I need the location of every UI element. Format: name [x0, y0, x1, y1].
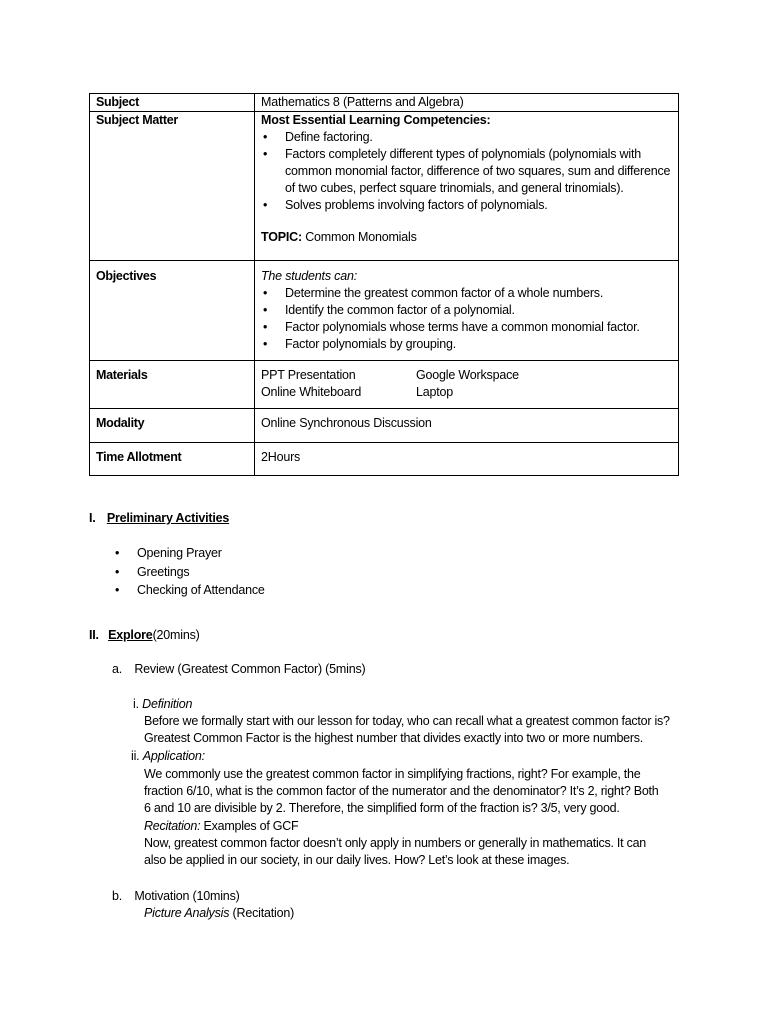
subject-label: Subject	[90, 94, 255, 112]
definition-line-2: Greatest Common Factor is the highest number that divides exactly into two or more numbers.	[144, 731, 644, 746]
item-b-marker: b.	[112, 889, 123, 903]
materials-cell	[255, 361, 679, 409]
table-row-subject-matter	[90, 112, 679, 261]
now-paragraph: Now, greatest common factor doesn’t only apply in numbers or generally in mathematics. It can also be applied in our society, in our daily lives. How? Let’s look at these images.	[144, 836, 647, 868]
section-1-heading	[89, 510, 229, 527]
subject-matter-label: Subject Matter	[90, 112, 255, 261]
item-a-marker: a.	[112, 662, 123, 676]
objectives-cell	[255, 261, 679, 361]
table-row-materials	[90, 361, 679, 409]
topic-line	[261, 229, 672, 246]
topic-label: TOPIC:	[261, 230, 302, 244]
table-row-subject	[90, 94, 679, 112]
modality-label: Modality	[90, 409, 255, 443]
subject-value: Mathematics 8 (Patterns and Algebra)	[255, 94, 679, 112]
modality-value: Online Synchronous Discussion	[255, 409, 679, 443]
list-item: • Greetings	[137, 564, 265, 581]
material-item: Google Workspace	[416, 368, 519, 382]
item-b-text: Motivation (10mins)	[134, 889, 240, 903]
application-paragraph: We commonly use the greatest common factor in simplifying fractions, right? For example, the fraction 6/10, what is the common factor of the numerator and the denominator? It’s 2, right? Both 6 and 10 are divisible by 2. Therefore, the simplified form of the fraction is? 3/5, very good.	[144, 767, 659, 816]
list-item: • Factor polynomials by grouping.	[285, 336, 672, 353]
table-row-time	[90, 443, 679, 476]
section-2-duration: (20mins)	[152, 628, 200, 642]
materials-row-1	[261, 367, 672, 384]
list-item: • Identify the common factor of a polynomial.	[285, 302, 672, 319]
subject-matter-cell	[255, 112, 679, 261]
section-2-heading	[89, 627, 200, 644]
material-item: PPT Presentation	[261, 368, 356, 382]
materials-label: Materials	[90, 361, 255, 409]
list-item: • Factors completely different types of polynomials (polynomials with common monomial factor, difference of two squares, sum and difference of two cubes, perfect square trinomials, and general trinomials).	[285, 146, 672, 197]
objectives-intro: The students can:	[261, 269, 357, 283]
list-item: • Determine the greatest common factor of a whole numbers.	[285, 285, 672, 302]
definition-line-1: Before we formally start with our lesson for today, who can recall what a greatest common factor is?	[144, 714, 670, 728]
list-item: • Checking of Attendance	[137, 582, 265, 599]
table-row-objectives	[90, 261, 679, 361]
item-a-text: Review (Greatest Common Factor) (5mins)	[134, 662, 366, 676]
section-1-title: Preliminary Activities	[106, 511, 230, 525]
section-2-numeral: II.	[89, 628, 99, 642]
list-item: • Solves problems involving factors of polynomials.	[285, 197, 672, 214]
materials-row-2	[261, 384, 672, 401]
picture-analysis-label: Picture Analysis	[144, 906, 230, 920]
list-item: • Factor polynomials whose terms have a common monomial factor.	[285, 319, 672, 336]
item-a	[112, 661, 365, 678]
objectives-label: Objectives	[90, 261, 255, 361]
topic-value: Common Monomials	[305, 230, 417, 244]
section-1-numeral: I.	[89, 511, 96, 525]
time-allotment-value: 2Hours	[255, 443, 679, 476]
material-item: Online Whiteboard	[261, 385, 362, 399]
item-i-marker: i.	[133, 697, 139, 711]
melc-heading: Most Essential Learning Competencies:	[261, 113, 491, 127]
recitation-line	[144, 818, 684, 835]
lesson-plan-table	[89, 93, 679, 476]
melc-list	[261, 129, 672, 214]
picture-analysis-note: (Recitation)	[232, 906, 295, 920]
item-ii-heading	[131, 748, 205, 765]
list-item: • Define factoring.	[285, 129, 672, 146]
material-item: Laptop	[416, 385, 454, 399]
recitation-value: Examples of GCF	[203, 819, 299, 833]
item-ii-marker: ii.	[131, 749, 140, 763]
recitation-label: Recitation:	[144, 819, 201, 833]
item-ii-title: Application:	[142, 749, 205, 763]
item-b-sub	[144, 905, 294, 922]
definition-text	[144, 713, 684, 747]
section-2-title: Explore	[108, 628, 153, 642]
objectives-list	[261, 285, 672, 353]
section-1-list	[113, 545, 265, 601]
list-item: • Opening Prayer	[137, 545, 265, 562]
time-allotment-label: Time Allotment	[90, 443, 255, 476]
item-b	[112, 888, 240, 905]
preliminary-activities-list	[113, 545, 265, 599]
table-row-modality	[90, 409, 679, 443]
item-i-title: Definition	[142, 697, 193, 711]
item-i-heading	[133, 696, 192, 713]
